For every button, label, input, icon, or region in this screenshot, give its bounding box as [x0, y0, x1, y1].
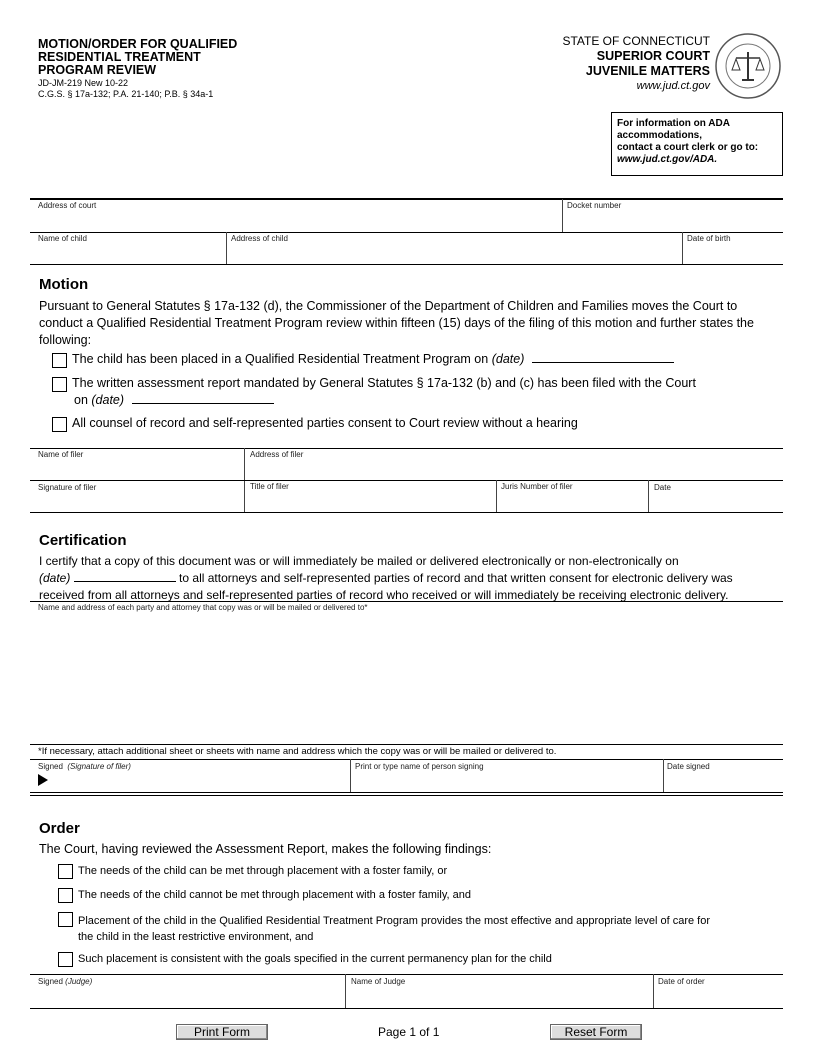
title-of-filer-field[interactable]: Title of filer: [250, 482, 289, 491]
motion-heading: Motion: [39, 276, 89, 293]
ada-line: For information on ADA: [617, 118, 730, 129]
website: www.jud.ct.gov: [636, 80, 710, 92]
date-signed-field[interactable]: Date signed: [667, 762, 710, 771]
consent-checkbox[interactable]: [52, 417, 67, 432]
print-name-field[interactable]: Print or type name of person signing: [355, 762, 484, 771]
court-name: SUPERIOR COURT: [596, 49, 710, 63]
form-id: JD-JM-219 New 10-22: [38, 78, 129, 88]
order-item-1: The needs of the child can be met through placement with a foster family, or: [78, 865, 448, 877]
certification-heading: Certification: [39, 532, 127, 549]
juris-number-field[interactable]: Juris Number of filer: [501, 482, 573, 491]
judge-signature-field[interactable]: Signed (Judge): [38, 977, 93, 986]
signed-filer-field[interactable]: Signed (Signature of filer): [38, 762, 131, 771]
cert-line: (date) to all attorneys and self-represented parties of record and that written consent for electronic delivery was: [39, 571, 733, 585]
name-of-filer-field[interactable]: Name of filer: [38, 450, 84, 459]
foster-can-checkbox[interactable]: [58, 864, 73, 879]
motion-item-2: The written assessment report mandated by General Statutes § 17a-132 (b) and (c) has been filed with the Court: [72, 376, 696, 390]
cert-line: I certify that a copy of this document was or will immediately be mailed or delivered electronically or non-electronically on: [39, 554, 679, 568]
foster-cannot-checkbox[interactable]: [58, 888, 73, 903]
address-of-court-field[interactable]: Address of court: [38, 201, 97, 210]
permanency-plan-checkbox[interactable]: [58, 952, 73, 967]
form-title: [38, 38, 298, 100]
sign-arrow-icon: [38, 774, 48, 786]
motion-item-2-date: on (date): [74, 392, 274, 409]
court-header: [562, 34, 710, 94]
address-of-child-field[interactable]: Address of child: [231, 234, 288, 243]
statutes: C.G.S. § 17a-132; P.A. 21-140; P.B. § 34a-1: [38, 89, 214, 99]
reset-form-button[interactable]: Reset Form: [550, 1024, 642, 1040]
print-form-button[interactable]: Print Form: [176, 1024, 268, 1040]
qrtp-placed-checkbox[interactable]: [52, 353, 67, 368]
order-item-3: Placement of the child in the Qualified Residential Treatment Program provides the most effective and appropriate level of care for the child in the least restrictive environment, and: [78, 915, 711, 943]
title-line: RESIDENTIAL TREATMENT: [38, 50, 201, 64]
order-item-4: Such placement is consistent with the goals specified in the current permanency plan for the child: [78, 953, 552, 965]
signature-of-filer-field[interactable]: Signature of filer: [38, 483, 97, 492]
certification-text: [39, 553, 799, 604]
party-list-field[interactable]: Name and address of each party and attorney that copy was or will be mailed or delivered to*: [38, 603, 368, 612]
order-intro: The Court, having reviewed the Assessment Report, makes the following findings:: [39, 842, 492, 856]
title-line: MOTION/ORDER FOR QUALIFIED: [38, 37, 238, 51]
name-of-judge-field[interactable]: Name of Judge: [351, 977, 406, 986]
page-number: Page 1 of 1: [378, 1025, 440, 1039]
division-name: JUVENILE MATTERS: [585, 64, 710, 78]
address-of-filer-field[interactable]: Address of filer: [250, 450, 304, 459]
ada-line: contact a court clerk or go to:: [617, 142, 759, 153]
title-line: PROGRAM REVIEW: [38, 63, 157, 77]
ada-link[interactable]: www.jud.ct.gov/ADA.: [617, 154, 718, 165]
effective-care-checkbox[interactable]: [58, 912, 73, 927]
footnote: *If necessary, attach additional sheet or sheets with name and address which the copy was or will be mailed or delivered to.: [38, 746, 557, 757]
cert-line: received from all attorneys and self-represented parties of record who received or will immediately be receiving electronic delivery.: [39, 588, 729, 602]
date-of-order-field[interactable]: Date of order: [658, 977, 705, 986]
ada-notice: [611, 112, 783, 176]
name-of-child-field[interactable]: Name of child: [38, 234, 87, 243]
docket-number-field[interactable]: Docket number: [567, 201, 622, 210]
order-item-2: The needs of the child cannot be met through placement with a foster family, and: [78, 889, 471, 901]
motion-paragraph: Pursuant to General Statutes § 17a-132 (d), the Commissioner of the Department of Children and Families moves the Court to conduct a Qualified Residential Treatment Program review within fifteen (15) days of the filing of this motion and further states the following:: [39, 299, 754, 347]
motion-item-3: All counsel of record and self-represented parties consent to Court review without a hearing: [72, 416, 578, 430]
assessment-filed-checkbox[interactable]: [52, 377, 67, 392]
motion-item-1: The child has been placed in a Qualified Residential Treatment Program on (date): [72, 351, 674, 368]
ada-line: accommodations,: [617, 130, 703, 141]
date-of-birth-field[interactable]: Date of birth: [687, 234, 731, 243]
judicial-seal-icon: [714, 32, 782, 100]
state-name: STATE OF CONNECTICUT: [562, 34, 710, 48]
order-heading: Order: [39, 820, 80, 837]
filer-date-field[interactable]: Date: [654, 483, 671, 492]
